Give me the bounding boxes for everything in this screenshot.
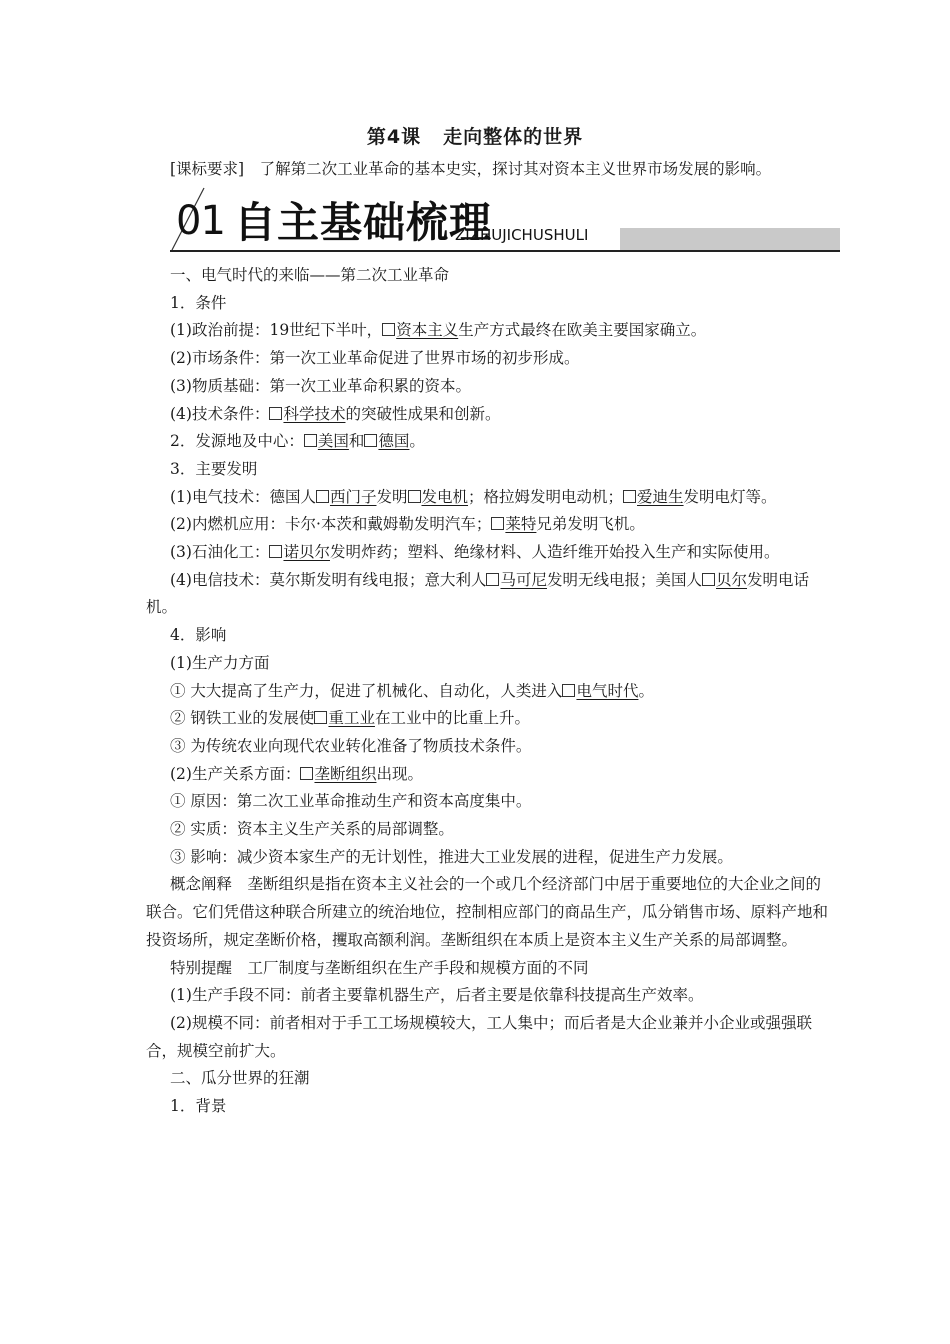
checkbox-icon xyxy=(486,573,499,586)
content-body xyxy=(146,262,830,1121)
lesson-name: 走向整体的世界 xyxy=(443,126,584,148)
text-run: ② 钢铁工业的发展使 xyxy=(170,709,315,728)
paragraph xyxy=(146,511,830,539)
text-run: 美国 xyxy=(317,432,349,451)
text-run: 莱特 xyxy=(505,515,537,534)
blank-answer xyxy=(300,765,376,783)
blank-answer xyxy=(316,488,377,506)
text-run: 德国 xyxy=(378,432,410,451)
checkbox-icon xyxy=(382,323,395,336)
paragraph: ② 实质：资本主义生产关系的局部调整。 xyxy=(170,820,454,839)
text-run: ① 大大提高了生产力，促进了机械化、自动化，人类进入 xyxy=(170,681,563,700)
curriculum-requirement: [课标要求] 了解第二次工业革命的基本史实，探讨其对资本主义世界市场发展的影响。 xyxy=(170,160,772,178)
paragraph xyxy=(146,401,830,429)
text-run: 马可尼 xyxy=(500,570,547,589)
paragraph: (1)生产力方面 xyxy=(170,653,270,672)
text-run: 兄弟发明飞机。 xyxy=(536,515,645,534)
subsection-heading: 3．主要发明 xyxy=(170,459,258,478)
text-run: (4)技术条件： xyxy=(170,404,270,423)
checkbox-icon xyxy=(408,490,421,503)
text-run: 生产方式最终在欧美主要国家确立。 xyxy=(458,321,707,340)
text-run: 的突破性成果和创新。 xyxy=(345,404,501,423)
banner-underline xyxy=(170,250,840,252)
lesson-number: 第4课 xyxy=(366,126,422,148)
paragraph xyxy=(146,428,830,456)
text-run: 发明电灯等。 xyxy=(683,487,777,506)
blank-answer xyxy=(623,488,684,506)
banner-pinyin: ZIZHUJICHUSHULI xyxy=(455,226,589,244)
paragraph xyxy=(146,484,830,512)
text-run: 发电机 xyxy=(421,487,469,506)
checkbox-icon xyxy=(300,767,313,780)
text-run: 出现。 xyxy=(376,764,423,783)
text-run: 西门子 xyxy=(329,487,377,506)
special-tip-heading: 特别提醒 工厂制度与垄断组织在生产手段和规模方面的不同 xyxy=(170,958,589,977)
paragraph xyxy=(146,761,830,789)
paragraph: ① 原因：第二次工业革命推动生产和资本高度集中。 xyxy=(170,792,532,811)
text-run: 在工业中的比重上升。 xyxy=(374,709,530,728)
text-run: 垄断组织 xyxy=(314,764,377,783)
text-run: 重工业 xyxy=(328,709,375,728)
checkbox-icon xyxy=(304,434,317,447)
checkbox-icon xyxy=(316,490,329,503)
checkbox-icon xyxy=(491,517,504,530)
paragraph xyxy=(146,705,830,733)
blank-answer xyxy=(314,709,375,727)
paragraph xyxy=(146,567,830,622)
text-run: (1)电气技术：德国人 xyxy=(170,487,316,506)
text-run: (2)生产关系方面： xyxy=(170,764,301,783)
blank-answer xyxy=(486,571,547,589)
text-run: 2．发源地及中心： xyxy=(170,432,304,451)
text-run: 科学技术 xyxy=(283,404,346,423)
concept-explanation: 概念阐释 垄断组织是指在资本主义社会的一个或几个经济部门中居于重要地位的大企业之间的联合。它们凭借这种联合所建立的统治地位，控制相应部门的商品生产，瓜分销售市场、原料产地和投资场所，规定垄断价格，攫取高额利润。垄断组织在本质上是资本主义生产关系的局部调整。 xyxy=(146,875,829,949)
checkbox-icon xyxy=(702,573,715,586)
subsection-heading: 1．条件 xyxy=(170,293,227,312)
checkbox-icon xyxy=(269,407,282,420)
blank-answer xyxy=(702,571,747,589)
text-run: 发明无线电报；美国人 xyxy=(546,570,702,589)
section-banner xyxy=(170,184,840,254)
text-run: 诺贝尔 xyxy=(283,543,330,562)
section-heading: 二、瓜分世界的狂潮 xyxy=(170,1069,310,1088)
checkbox-icon xyxy=(269,545,282,558)
text-run: 发明电话机。 xyxy=(146,570,810,617)
text-run: 发明 xyxy=(376,487,408,506)
section-heading: 一、电气时代的来临——第二次工业革命 xyxy=(170,266,450,284)
text-run: 爱迪生 xyxy=(637,487,684,506)
paragraph xyxy=(146,678,830,706)
blank-answer xyxy=(364,432,409,450)
paragraph: (3)物质基础：第一次工业革命积累的资本。 xyxy=(170,376,471,395)
text-run: 贝尔 xyxy=(716,570,748,589)
subsection-heading: 1．背景 xyxy=(170,1097,227,1116)
blank-answer xyxy=(408,488,469,506)
lesson-title xyxy=(0,122,950,149)
blank-answer xyxy=(382,321,458,339)
text-run: 电气时代 xyxy=(576,681,639,700)
subsection-heading: 4．影响 xyxy=(170,626,227,645)
blank-answer xyxy=(304,432,349,450)
paragraph: (2)规模不同：前者相对于手工工场规模较大，工人集中；而后者是大企业兼并小企业或强强联合，规模空前扩大。 xyxy=(146,1013,812,1060)
blank-answer xyxy=(269,405,345,423)
text-run: (2)内燃机应用：卡尔·本茨和戴姆勒发明汽车； xyxy=(170,515,492,534)
paragraph xyxy=(146,317,830,345)
text-run: (4)电信技术：莫尔斯发明有线电报；意大利人 xyxy=(170,570,487,589)
banner-heading: 自主基础梳理 xyxy=(234,198,493,247)
paragraph: (2)市场条件：第一次工业革命促进了世界市场的初步形成。 xyxy=(170,349,580,368)
checkbox-icon xyxy=(314,711,327,724)
paragraph: ③ 影响：减少资本家生产的无计划性，推进大工业发展的进程，促进生产力发展。 xyxy=(170,847,733,866)
text-run: 。 xyxy=(638,681,654,700)
checkbox-icon xyxy=(623,490,636,503)
text-run: ；格拉姆发明电动机； xyxy=(468,487,624,506)
banner-number: 01 xyxy=(176,198,225,244)
paragraph xyxy=(146,539,830,567)
text-run: 和 xyxy=(348,432,365,451)
blank-answer xyxy=(562,682,638,700)
text-run: 资本主义 xyxy=(396,321,459,340)
blank-answer xyxy=(269,543,330,561)
text-run: 发明炸药；塑料、绝缘材料、人造纤维开始投入生产和实际使用。 xyxy=(329,543,780,562)
paragraph: ③ 为传统农业向现代农业转化准备了物质技术条件。 xyxy=(170,736,532,755)
paragraph: (1)生产手段不同：前者主要靠机器生产，后者主要是依靠科技提高生产效率。 xyxy=(170,986,704,1005)
text-run: 。 xyxy=(409,432,425,451)
text-run: (1)政治前提：19世纪下半叶， xyxy=(170,321,383,340)
checkbox-icon xyxy=(562,684,575,697)
text-run: (3)石油化工： xyxy=(170,543,270,562)
banner-gray-bar xyxy=(620,228,840,250)
checkbox-icon xyxy=(364,434,377,447)
blank-answer xyxy=(491,515,536,533)
